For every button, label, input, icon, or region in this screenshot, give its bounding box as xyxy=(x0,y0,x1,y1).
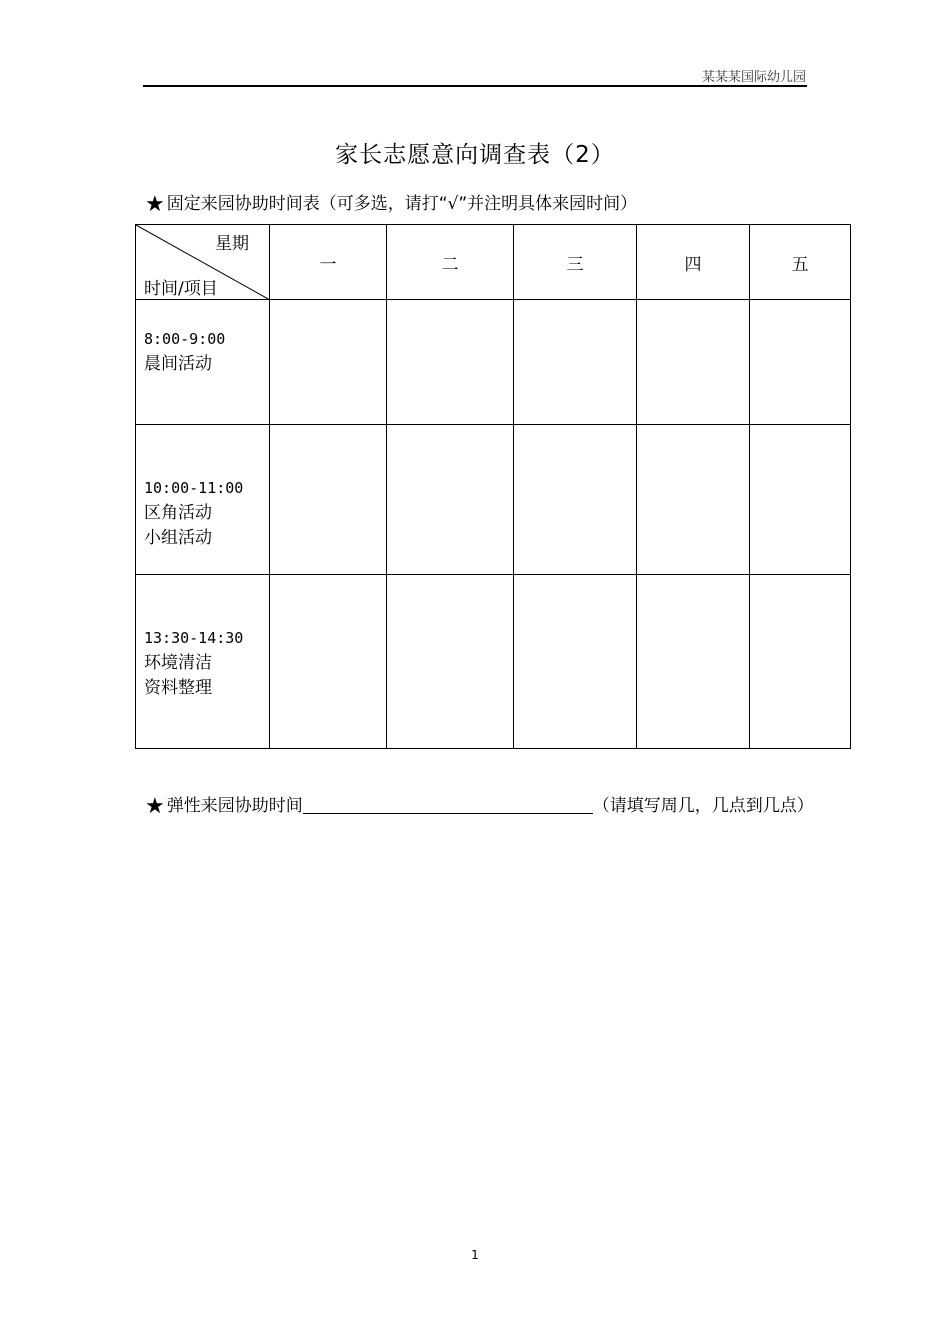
header-org-name: 某某某国际幼儿园 xyxy=(701,70,806,85)
checkbox-cell-tue[interactable] xyxy=(387,575,514,749)
flexible-time-label: 弹性来园协助时间 xyxy=(166,796,303,816)
corner-label-time-item: 时间/项目 xyxy=(144,279,218,299)
row-item: 小组活动 xyxy=(144,528,212,548)
checkbox-cell-fri[interactable] xyxy=(750,575,851,749)
row-item: 区角活动 xyxy=(144,503,212,523)
row-item: 资料整理 xyxy=(144,678,212,698)
corner-label-weekday: 星期 xyxy=(215,234,249,254)
section-fixed-time-text: 固定来园协助时间表（可多选，请打“√”并注明具体来园时间） xyxy=(166,194,638,214)
table-row xyxy=(136,425,851,575)
flexible-time-note: （请填写周几，几点到几点） xyxy=(592,796,814,816)
checkbox-cell-wed[interactable] xyxy=(514,300,637,425)
table-row xyxy=(136,575,851,749)
checkbox-cell-fri[interactable] xyxy=(750,300,851,425)
checkbox-cell-thu[interactable] xyxy=(637,575,750,749)
schedule-table xyxy=(135,224,851,749)
header-rule xyxy=(143,85,807,87)
table-row xyxy=(136,300,851,425)
checkbox-cell-thu[interactable] xyxy=(637,300,750,425)
checkbox-cell-mon[interactable] xyxy=(270,575,387,749)
row-header-midmorning xyxy=(136,425,270,575)
checkbox-cell-mon[interactable] xyxy=(270,425,387,575)
section-fixed-time-heading xyxy=(145,189,637,217)
checkbox-cell-fri[interactable] xyxy=(750,425,851,575)
page-title: 家长志愿意向调查表（2） xyxy=(335,142,615,168)
flexible-time-input[interactable] xyxy=(303,793,593,814)
day-header-mon: 一 xyxy=(270,225,387,300)
section-flexible-time xyxy=(145,789,815,824)
table-header-row xyxy=(136,225,851,300)
row-item: 环境清洁 xyxy=(144,653,212,673)
page-number: 1 xyxy=(471,1248,479,1262)
day-header-thu: 四 xyxy=(637,225,750,300)
corner-cell xyxy=(136,225,270,300)
row-time: 13:30-14:30 xyxy=(144,629,244,647)
row-item: 晨间活动 xyxy=(144,354,212,374)
row-time: 8:00-9:00 xyxy=(144,330,226,348)
day-header-tue: 二 xyxy=(387,225,514,300)
star-icon: ★ xyxy=(145,794,165,819)
row-time: 10:00-11:00 xyxy=(144,479,244,497)
checkbox-cell-tue[interactable] xyxy=(387,425,514,575)
checkbox-cell-mon[interactable] xyxy=(270,300,387,425)
row-header-afternoon xyxy=(136,575,270,749)
checkbox-cell-thu[interactable] xyxy=(637,425,750,575)
star-icon: ★ xyxy=(145,192,165,217)
row-header-morning xyxy=(136,300,270,425)
checkbox-cell-wed[interactable] xyxy=(514,425,637,575)
day-header-fri: 五 xyxy=(750,225,851,300)
checkbox-cell-tue[interactable] xyxy=(387,300,514,425)
day-header-wed: 三 xyxy=(514,225,637,300)
checkbox-cell-wed[interactable] xyxy=(514,575,637,749)
